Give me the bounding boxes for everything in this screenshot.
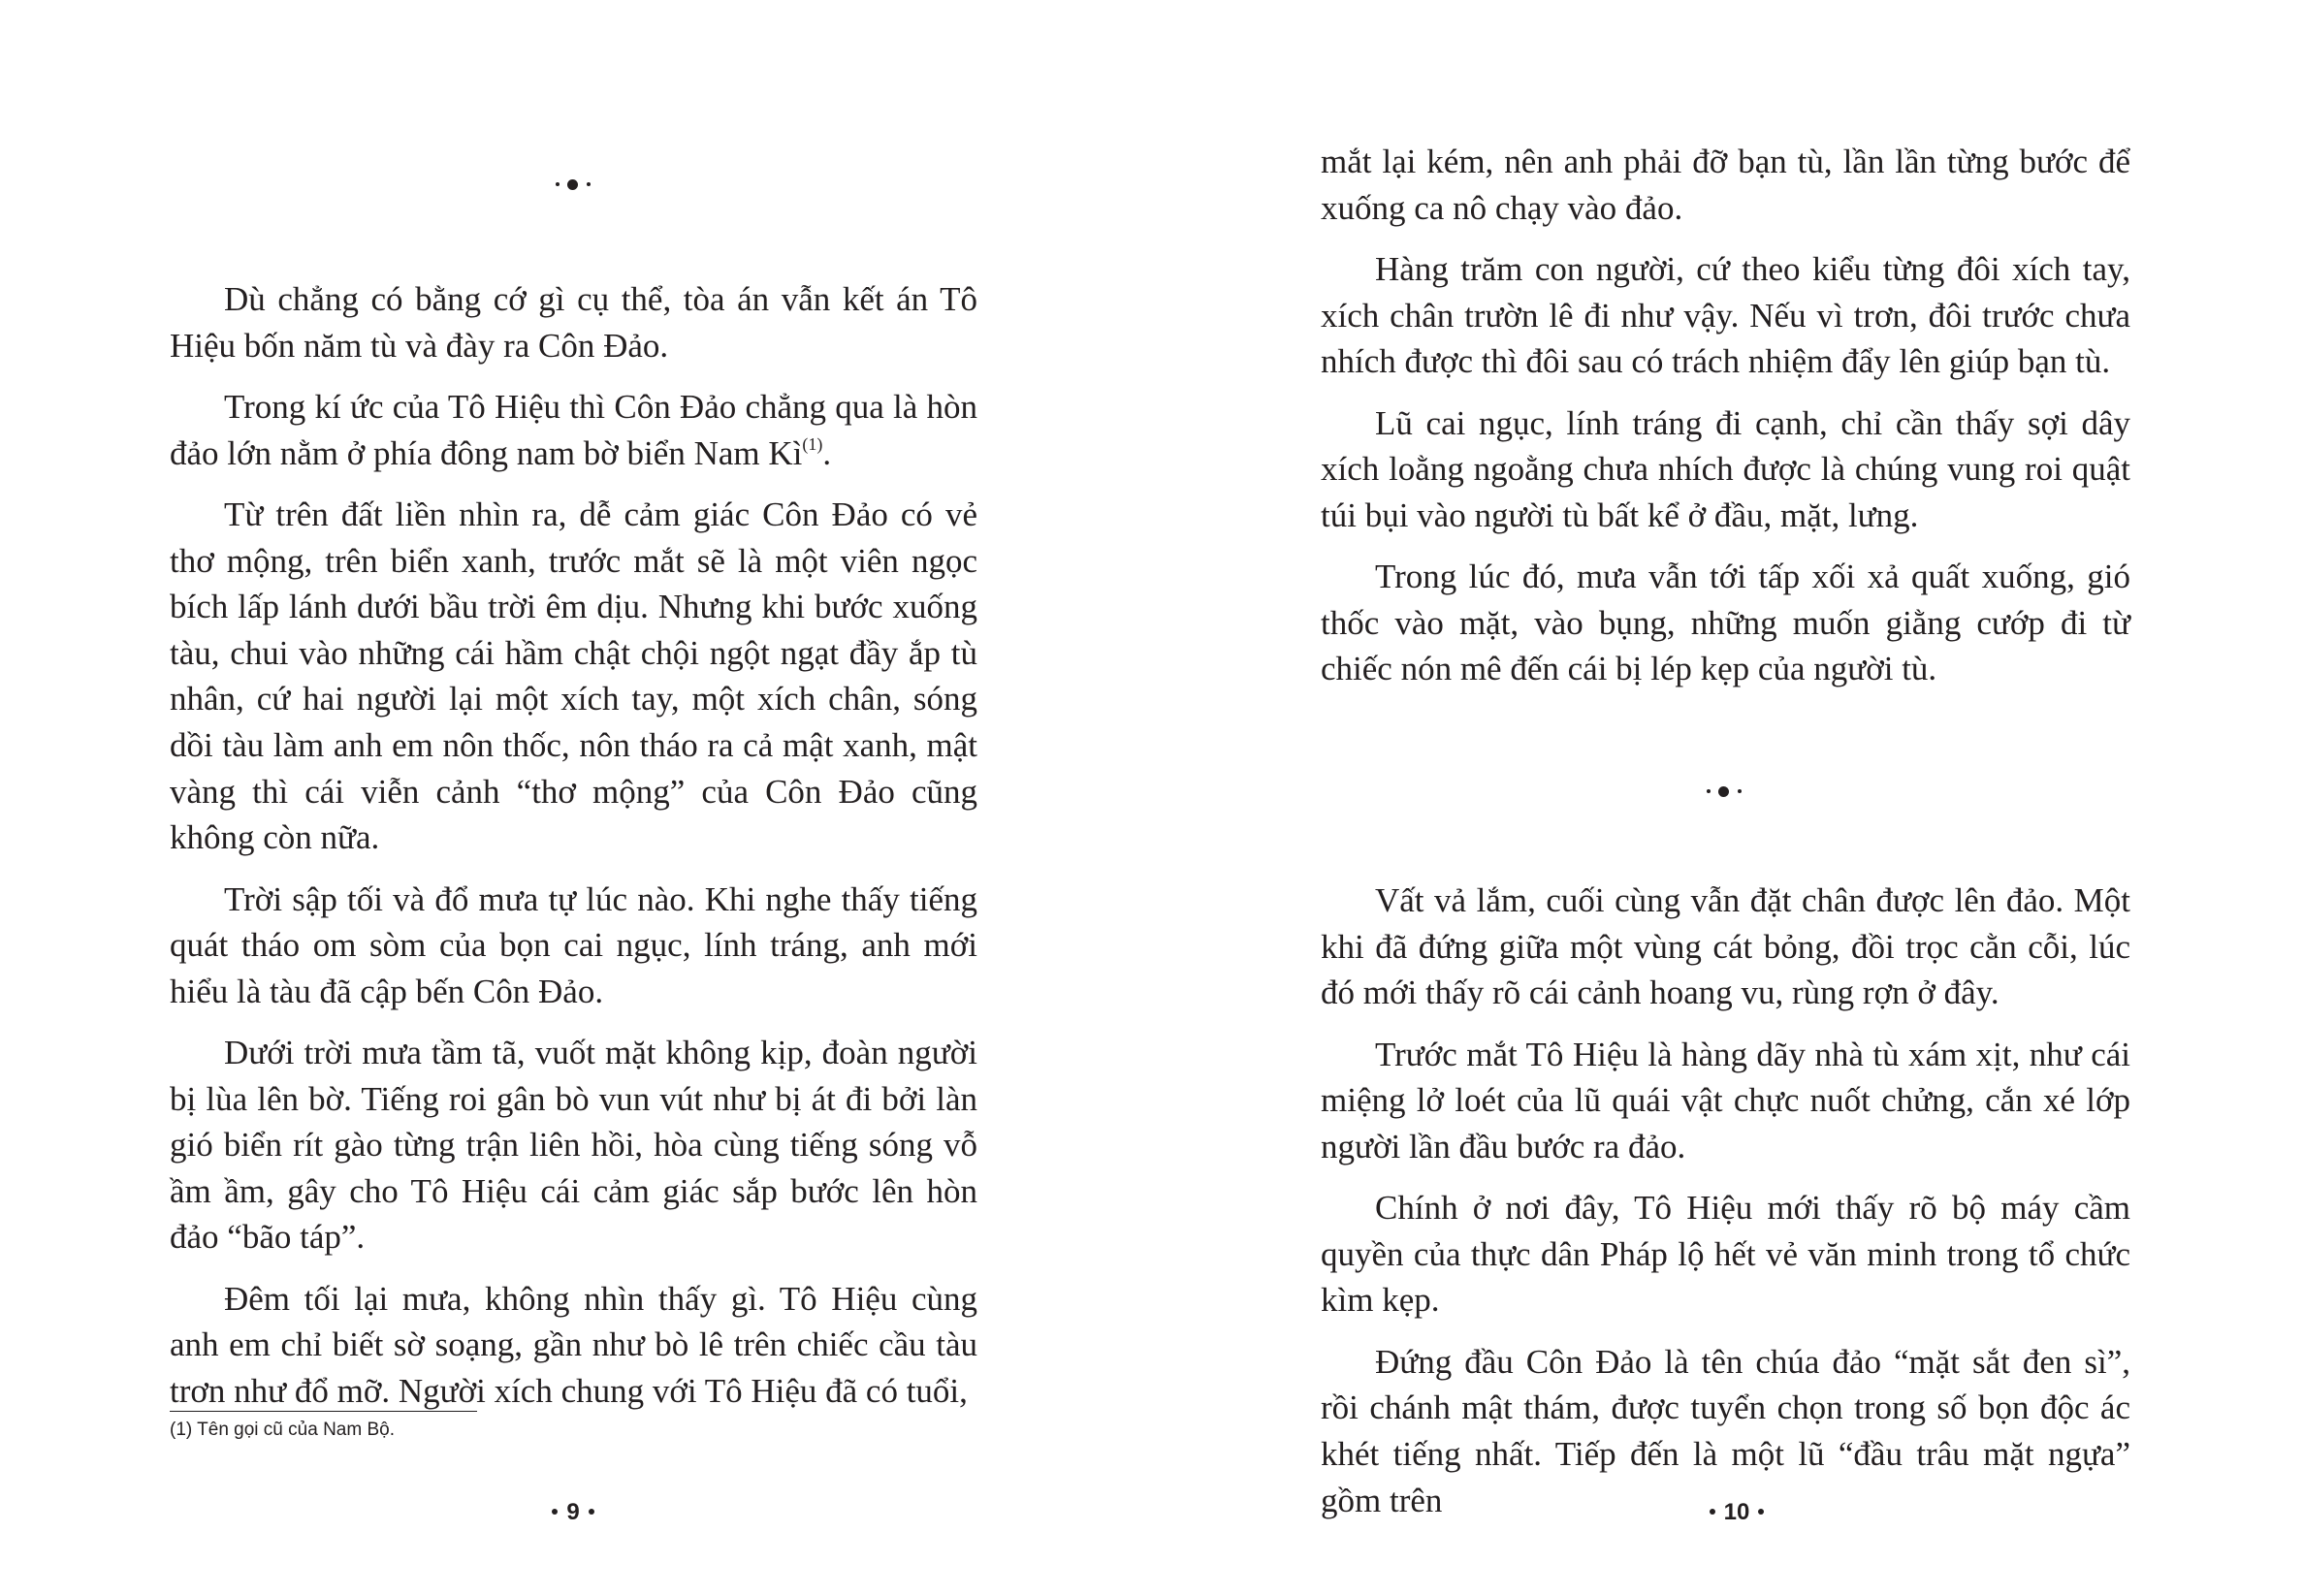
- footnote-marker: (1): [802, 433, 823, 454]
- paragraph-continued: mắt lại kém, nên anh phải đỡ bạn tù, lần lần từng bước để xuống ca nô chạy vào đảo.: [1321, 143, 2130, 227]
- right-page: [1151, 0, 2303, 1596]
- paragraph: Dưới trời mưa tầm tã, vuốt mặt không kịp, đoàn người bị lùa lên bờ. Tiếng roi gân bò vun vút như bị át đi bởi làn gió biển rít gào từng trận liên hồi, hòa cùng tiếng sóng vỗ ầm ầm, gây cho Tô Hiệu cái cảm giác sắp bước lên hòn đảo “bão táp”.: [170, 1034, 977, 1257]
- paragraph-with-footnote: [170, 384, 977, 476]
- left-page: [0, 0, 1151, 1596]
- bullet-icon: [1710, 1509, 1715, 1515]
- page-number-value: 10: [1723, 1499, 1750, 1525]
- bullet-icon: [1758, 1509, 1764, 1515]
- paragraph: Trong lúc đó, mưa vẫn tới tấp xối xả quất xuống, gió thốc vào mặt, vào bụng, những muốn giằng cướp đi từ chiếc nón mê đến cái bị lép kẹp của người tù.: [1321, 558, 2130, 688]
- paragraph: Đứng đầu Côn Đảo là tên chúa đảo “mặt sắt đen sì”, rồi chánh mật thám, được tuyển chọn trong số bọn độc ác khét tiếng nhất. Tiếp đến là một lũ “đầu trâu mặt ngựa” gồm trên: [1321, 1342, 2130, 1519]
- page-number: [476, 1498, 670, 1527]
- paragraph: Trước mắt Tô Hiệu là hàng dãy nhà tù xám xịt, như cái miệng lở loét của lũ quái vật chực nuốt chửng, cắn xé lớp người lần đầu bước ra đảo.: [1321, 1035, 2130, 1165]
- paragraph: Chính ở nơi đây, Tô Hiệu mới thấy rõ bộ máy cầm quyền của thực dân Pháp lộ hết vẻ văn minh trong tổ chức kìm kẹp.: [1321, 1189, 2130, 1320]
- paragraph: Hàng trăm con người, cứ theo kiểu từng đôi xích tay, xích chân trườn lê đi như vậy. Nếu vì trơn, đôi trước chưa nhích được thì đôi sau có trách nhiệm đẩy lên giúp bạn tù.: [1321, 249, 2130, 381]
- section-separator-ornament: [1705, 783, 1743, 799]
- footnote: (1) Tên gọi cũ của Nam Bộ.: [170, 1420, 395, 1440]
- footnote-divider: [170, 1411, 477, 1412]
- bullet-icon: [589, 1509, 594, 1515]
- page-number: [1640, 1498, 1834, 1527]
- left-page-body: [170, 276, 977, 1429]
- right-page-body-top: [1321, 139, 2130, 708]
- bullet-icon: [552, 1509, 558, 1515]
- paragraph: Vất vả lắm, cuối cùng vẫn đặt chân được lên đảo. Một khi đã đứng giữa một vùng cát bỏng, đồi trọc cằn cỗi, lúc đó mới thấy rõ cái cảnh hoang vu, rùng rợn ở đây.: [1321, 881, 2130, 1012]
- paragraph: Đêm tối lại mưa, không nhìn thấy gì. Tô Hiệu cùng anh em chỉ biết sờ soạng, gần như bò lê trên chiếc cầu tàu trơn như đổ mỡ. Người xích chung với Tô Hiệu đã có tuổi,: [170, 1279, 977, 1411]
- paragraph-period: .: [822, 433, 832, 472]
- section-separator-ornament: [554, 176, 592, 192]
- paragraph: Dù chẳng có bằng cớ gì cụ thể, tòa án vẫn kết án Tô Hiệu bốn năm tù và đày ra Côn Đảo.: [170, 280, 977, 365]
- page-number-value: 9: [566, 1499, 580, 1525]
- paragraph: Trời sập tối và đổ mưa tự lúc nào. Khi nghe thấy tiếng quát tháo om sòm của bọn cai ngục, lính tráng, anh mới hiểu là tàu đã cập bến Côn Đảo.: [170, 879, 977, 1010]
- paragraph: Từ trên đất liền nhìn ra, dễ cảm giác Côn Đảo có vẻ thơ mộng, trên biển xanh, trước mắt sẽ là một viên ngọc bích lấp lánh dưới bầu trời êm dịu. Nhưng khi bước xuống tàu, chui vào những cái hầm chật chội ngột ngạt đầy ắp tù nhân, cứ hai người lại một xích tay, một xích chân, sóng dồi tàu làm anh em nôn thốc, nôn tháo ra cả mật xanh, mật vàng thì cái viễn cảnh “thơ mộng” của Côn Đảo cũng không còn nữa.: [170, 495, 977, 857]
- paragraph: Lũ cai ngục, lính tráng đi cạnh, chỉ cần thấy sợi dây xích loằng ngoằng chưa nhích được là chúng vung roi quật túi bụi vào người tù bất kể ở đầu, mặt, lưng.: [1321, 403, 2130, 534]
- right-page-body-bottom: [1321, 878, 2130, 1539]
- paragraph-text: Trong kí ức của Tô Hiệu thì Côn Đảo chẳng qua là hòn đảo lớn nằm ở phía đông nam bờ biển Nam Kì: [170, 387, 977, 472]
